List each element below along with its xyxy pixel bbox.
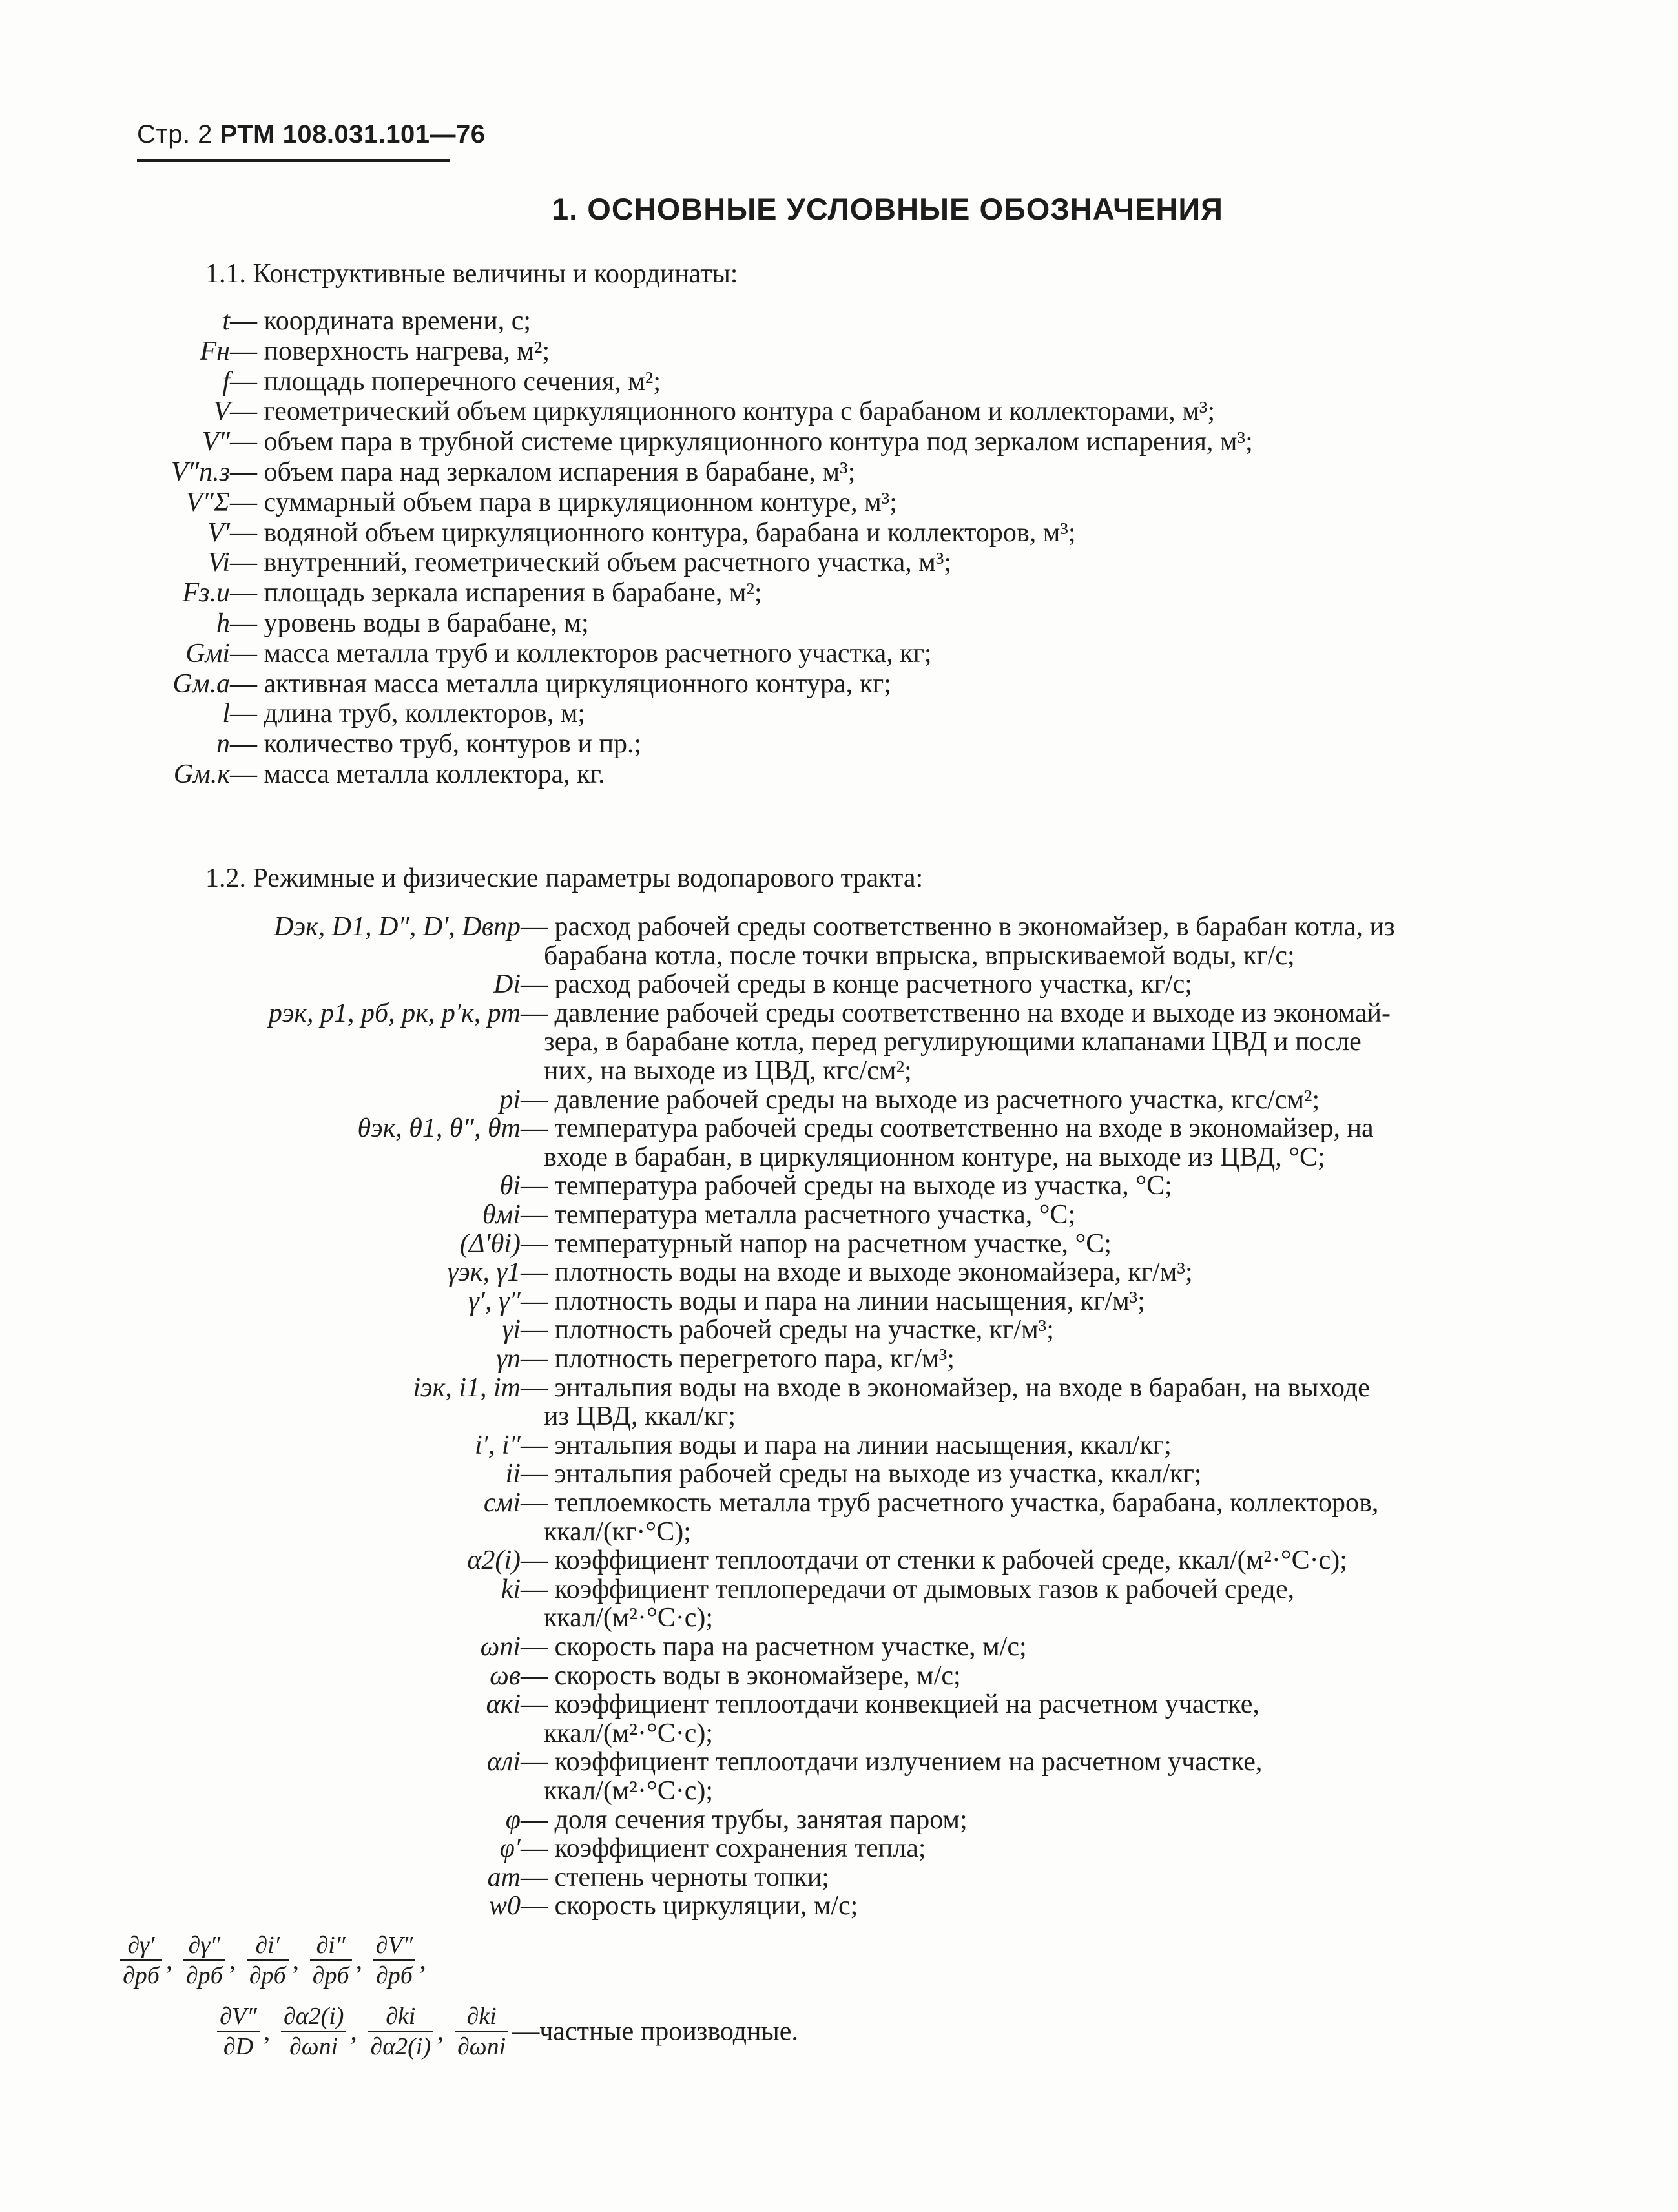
symbol-description: — водяной объем циркуляционного контура, барабана и коллекторов, м³; [230, 517, 1076, 549]
parameter-symbol: ki [501, 1574, 521, 1604]
partial-derivative [183, 1931, 225, 1990]
parameter-description-line: ккал/(м²·°С·с); [544, 1775, 714, 1806]
parameter-description-line: — скорость циркуляции, м/с; [521, 1890, 858, 1922]
page-number: Стр. 2 [137, 120, 212, 149]
parameter-row [0, 1890, 1678, 1922]
parameter-symbol: γэк, γ1 [447, 1257, 521, 1288]
symbol-row [0, 335, 1678, 367]
parameter-row [0, 1458, 1678, 1490]
symbol-description: — длина труб, коллекторов, м; [230, 698, 585, 730]
separator: , [229, 1945, 243, 1976]
symbol: V″п.з [171, 457, 230, 487]
parameter-row [0, 1372, 1678, 1432]
symbol: V [213, 397, 230, 427]
symbol: Fн [200, 336, 230, 366]
parameter-description-line: — коэффициент теплопередачи от дымовых газов к рабочей среде, [521, 1573, 1294, 1606]
separator: , [437, 2016, 451, 2047]
partial-derivatives-row-1 [116, 1931, 426, 1990]
parameter-row [0, 1170, 1678, 1202]
parameter-row [0, 1228, 1678, 1260]
parameter-description-line: ккал/(м²·°С·с); [544, 1603, 714, 1633]
parameter-symbol: Dэк, D1, D″, D′, Dвпр [274, 912, 521, 942]
symbol-row [0, 668, 1678, 700]
derivative-denominator: ∂pб [376, 1962, 413, 1989]
symbol: Gм.а [172, 668, 230, 699]
parameter-row [0, 1112, 1678, 1172]
symbol-row [0, 728, 1678, 760]
symbol: V″Σ [185, 487, 230, 517]
symbol-row [0, 366, 1678, 398]
partial-derivatives-label: —частные производные. [512, 2016, 798, 2047]
parameter-row [0, 1861, 1678, 1894]
parameter-symbol: γi [502, 1315, 521, 1345]
symbol-row [0, 698, 1678, 730]
parameter-description-line: — энтальпия воды на входе в экономайзер, на входе в барабан, на выходе [521, 1372, 1370, 1404]
parameter-row [0, 997, 1678, 1086]
parameter-description-line: — плотность воды и пара на линии насыщения, кг/м³; [521, 1285, 1145, 1318]
derivative-numerator: ∂V″ [217, 2002, 260, 2032]
symbol-row [0, 486, 1678, 519]
parameter-description-line: — плотность перегретого пара, кг/м³; [521, 1343, 955, 1375]
parameter-description-line: — плотность рабочей среды на участке, кг/м³; [521, 1314, 1054, 1346]
separator: , [350, 2016, 364, 2047]
parameter-symbol: iэк, i1, iт [413, 1372, 521, 1403]
parameter-symbol: γ′, γ″ [468, 1286, 521, 1316]
parameter-symbol: θэк, θ1, θ″, θт [357, 1113, 521, 1144]
derivative-numerator: ∂V″ [373, 1931, 416, 1961]
separator: , [165, 1945, 180, 1976]
document-code: РТМ 108.031.101—76 [220, 120, 486, 149]
parameter-description-line: из ЦВД, ккал/кг; [544, 1401, 736, 1432]
symbol-description: — внутренний, геометрический объем расчетного участка, м³; [230, 546, 951, 579]
parameter-row [0, 1314, 1678, 1346]
parameter-symbol: γп [496, 1344, 521, 1374]
parameter-description-line: — расход рабочей среды в конце расчетного участка, кг/с; [521, 968, 1192, 1000]
symbol-description: — площадь зеркала испарения в барабане, м²; [230, 577, 762, 609]
partial-derivative [368, 2002, 433, 2061]
parameter-symbol: (Δ′θi) [459, 1228, 521, 1259]
parameter-symbol: ωв [490, 1660, 521, 1691]
parameter-description-line: ккал/(м²·°С·с); [544, 1718, 714, 1748]
parameter-symbol: θмi [482, 1200, 521, 1230]
partial-derivative [310, 1931, 352, 1990]
subsection-2-heading: 1.2. Режимные и физические параметры водопарового тракта: [205, 863, 924, 893]
partial-derivative [247, 1931, 289, 1990]
derivative-denominator: ∂ωпi [457, 2033, 506, 2060]
symbol-description: — активная масса металла циркуляционного контура, кг; [230, 668, 891, 700]
symbol-row [0, 637, 1678, 670]
parameter-symbol: pэк, p1, pб, pк, p′к, pт [268, 998, 521, 1028]
parameter-description-line: — энтальпия воды и пара на линии насыщения, ккал/кг; [521, 1429, 1172, 1462]
parameter-symbol: αлi [486, 1747, 521, 1777]
parameter-row [0, 1084, 1678, 1116]
parameter-description-line: — температура металла расчетного участка, °С; [521, 1199, 1075, 1231]
derivative-denominator: ∂D [223, 2033, 254, 2060]
header-rule [137, 159, 450, 162]
parameter-row [0, 1285, 1678, 1318]
parameter-symbol: pi [499, 1084, 521, 1115]
parameter-symbol: ωпi [480, 1632, 521, 1662]
symbol-row [0, 456, 1678, 488]
parameter-row [0, 1256, 1678, 1288]
parameter-row [0, 1660, 1678, 1692]
parameter-row [0, 1688, 1678, 1748]
parameter-description-line: — коэффициент сохранения тепла; [521, 1832, 926, 1865]
derivative-denominator: ∂ωпi [289, 2033, 338, 2060]
separator: , [263, 2016, 277, 2047]
parameter-description-line: — энтальпия рабочей среды на выходе из участка, ккал/кг; [521, 1458, 1201, 1490]
parameter-description-line: — коэффициент теплоотдачи конвекцией на расчетном участке, [521, 1688, 1259, 1721]
derivative-numerator: ∂α2(i) [281, 2002, 347, 2032]
parameter-description-line: барабана котла, после точки впрыска, впрыскиваемой воды, кг/с; [544, 940, 1295, 971]
parameter-description-line: ккал/(кг·°С); [544, 1516, 691, 1547]
partial-derivative [281, 2002, 347, 2061]
symbol-row [0, 758, 1678, 791]
parameter-description-line: них, на выходе из ЦВД, кгс/см²; [544, 1055, 912, 1086]
partial-derivative [217, 2002, 260, 2061]
symbol-description: — количество труб, контуров и пр.; [230, 728, 641, 760]
partial-derivative [455, 2002, 508, 2061]
parameter-description-line: — степень черноты топки; [521, 1861, 829, 1894]
symbol-row [0, 577, 1678, 609]
parameter-row [0, 1832, 1678, 1865]
parameter-row [0, 1429, 1678, 1462]
parameter-description-line: — плотность воды на входе и выходе экономайзера, кг/м³; [521, 1256, 1193, 1288]
parameter-row [0, 1573, 1678, 1633]
parameter-row [0, 911, 1678, 971]
symbol-description: — уровень воды в барабане, м; [230, 607, 589, 639]
parameter-symbol: Di [493, 969, 521, 1000]
derivative-numerator: ∂ki [368, 2002, 433, 2032]
derivative-numerator: ∂ki [455, 2002, 508, 2032]
partial-derivative [373, 1931, 416, 1990]
symbol-row [0, 395, 1678, 428]
parameter-row [0, 1804, 1678, 1836]
parameter-description-line: — коэффициент теплоотдачи излучением на расчетном участке, [521, 1746, 1262, 1778]
parameter-symbol: w0 [488, 1891, 521, 1921]
parameter-row [0, 1199, 1678, 1231]
derivative-numerator: ∂i′ [247, 1931, 289, 1961]
symbol-description: — поверхность нагрева, м²; [230, 335, 550, 367]
parameter-description-line: — давление рабочей среды на выходе из расчетного участка, кгс/см²; [521, 1084, 1320, 1116]
symbol-description: — масса металла коллектора, кг. [230, 758, 605, 791]
derivative-denominator: ∂pб [249, 1962, 286, 1989]
symbol: l [222, 699, 230, 729]
parameter-description-line: зера, в барабане котла, перед регулирующими клапанами ЦВД и после [544, 1027, 1362, 1057]
symbol-row [0, 517, 1678, 549]
subsection-1-heading: 1.1. Конструктивные величины и координаты: [205, 259, 738, 289]
parameter-description-line: — теплоемкость металла труб расчетного участка, барабана, коллекторов, [521, 1487, 1378, 1519]
derivative-numerator: ∂i″ [310, 1931, 352, 1961]
symbol-row [0, 607, 1678, 639]
parameter-symbol: αкi [486, 1690, 521, 1720]
parameter-description-line: — скорость пара на расчетном участке, м/с; [521, 1631, 1027, 1663]
derivative-denominator: ∂pб [312, 1962, 349, 1989]
symbol-description: — геометрический объем циркуляционного контура с барабаном и коллекторами, м³; [230, 395, 1215, 428]
parameter-symbol: φ [505, 1804, 521, 1835]
symbol-row [0, 546, 1678, 579]
parameter-description-line: — коэффициент теплоотдачи от стенки к рабочей среде, ккал/(м²·°С·с); [521, 1544, 1347, 1576]
symbol-description: — масса металла труб и коллекторов расчетного участка, кг; [230, 637, 932, 670]
symbol: h [216, 608, 230, 638]
parameter-symbol: cмi [483, 1488, 521, 1518]
parameter-row [0, 1343, 1678, 1375]
parameter-row [0, 1544, 1678, 1576]
parameter-description-line: — доля сечения трубы, занятая паром; [521, 1804, 968, 1836]
parameter-description-line: — температурный напор на расчетном участке, °С; [521, 1228, 1112, 1260]
parameter-description-line: — скорость воды в экономайзере, м/с; [521, 1660, 961, 1692]
derivative-numerator: ∂γ′ [120, 1931, 162, 1961]
derivative-numerator: ∂γ″ [183, 1931, 225, 1961]
symbol: f [222, 366, 230, 397]
symbol: V″ [202, 427, 230, 457]
parameter-description-line: — расход рабочей среды соответственно в экономайзер, в барабан котла, из [521, 911, 1395, 943]
parameter-row [0, 1487, 1678, 1547]
parameter-description-line: — температура рабочей среды соответственно на входе в экономайзер, на [521, 1112, 1374, 1144]
parameter-description-line: — давление рабочей среды соответственно на входе и выходе из экономай- [521, 997, 1391, 1029]
symbol-description: — объем пара над зеркалом испарения в барабане, м³; [230, 456, 855, 488]
symbol: n [216, 729, 230, 760]
symbol-row [0, 305, 1678, 337]
symbol-description: — суммарный объем пара в циркуляционном контуре, м³; [230, 486, 897, 519]
derivative-denominator: ∂α2(i) [370, 2033, 431, 2060]
parameter-symbol: ii [505, 1459, 521, 1489]
symbol-description: — координата времени, с; [230, 305, 531, 337]
separator: , [355, 1945, 369, 1976]
page-header [137, 120, 486, 149]
symbol: V′ [207, 517, 230, 548]
section-title: 1. ОСНОВНЫЕ УСЛОВНЫЕ ОБОЗНАЧЕНИЯ [552, 192, 1223, 226]
parameter-symbol: θi [499, 1171, 521, 1201]
partial-derivatives-row-2 [213, 2002, 798, 2061]
parameter-description-line: — температура рабочей среды на выходе из участка, °С; [521, 1170, 1172, 1202]
parameter-row [0, 1746, 1678, 1806]
symbol-description: — площадь поперечного сечения, м²; [230, 366, 661, 398]
symbol-row [0, 426, 1678, 458]
parameter-symbol: i′, i″ [474, 1430, 521, 1460]
symbol: Fз.и [182, 578, 230, 608]
partial-derivative [120, 1931, 162, 1990]
parameter-description-line: входе в барабан, в циркуляционном контуре, на выходе из ЦВД, °С; [544, 1142, 1325, 1172]
symbol: Gмi [185, 638, 230, 668]
parameter-symbol: aт [487, 1862, 521, 1892]
derivative-denominator: ∂pб [123, 1962, 160, 1989]
parameter-row [0, 1631, 1678, 1663]
symbol: Vi [207, 548, 230, 578]
separator: , [419, 1945, 426, 1976]
symbol-description: — объем пара в трубной системе циркуляционного контура под зеркалом испарения, м³; [230, 426, 1253, 458]
parameter-symbol: φ′ [499, 1834, 521, 1864]
symbol: Gм.к [173, 760, 230, 789]
derivative-denominator: ∂pб [185, 1962, 223, 1989]
parameter-row [0, 968, 1678, 1000]
separator: , [292, 1945, 306, 1976]
parameter-symbol: α2(i) [467, 1545, 521, 1576]
symbol: t [222, 306, 230, 336]
